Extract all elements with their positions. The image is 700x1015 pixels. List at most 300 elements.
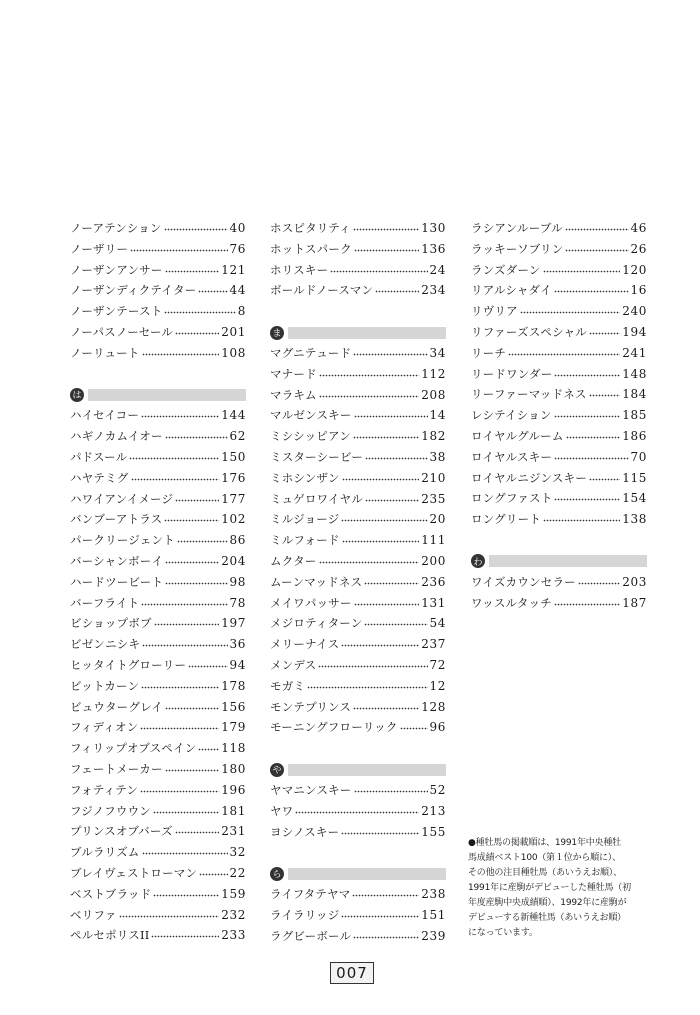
dot-leader — [330, 262, 427, 274]
entry-name: ハワイアンイメージ — [70, 491, 174, 506]
index-entry — [471, 324, 647, 345]
index-entry — [70, 241, 246, 262]
dot-leader — [319, 387, 420, 399]
dot-leader — [354, 241, 419, 253]
index-entry — [70, 803, 246, 824]
entry-name: ノーザンディクテイター — [70, 283, 197, 298]
entry-name: ライラリッジ — [270, 907, 340, 922]
entry-page-number: 204 — [221, 553, 246, 568]
entry-page-number: 208 — [421, 387, 446, 402]
entry-name: ホットスパーク — [270, 241, 352, 256]
entry-name: ヤマニンスキー — [270, 782, 352, 797]
entry-page-number: 46 — [630, 221, 647, 235]
entry-page-number: 76 — [229, 241, 246, 256]
index-entry — [70, 220, 246, 241]
entry-name: ヤワ — [270, 803, 294, 818]
entry-name: ロイヤルグルーム — [471, 428, 564, 443]
entry-name: ホリスキー — [270, 262, 329, 277]
dot-leader — [142, 636, 227, 648]
section-gap — [270, 844, 446, 863]
dot-leader — [177, 532, 228, 544]
entry-name: ノーパスノーセール — [70, 324, 174, 339]
section-bar — [288, 764, 446, 776]
section-bar — [288, 327, 446, 339]
index-entry — [471, 407, 647, 428]
dot-leader — [319, 366, 419, 378]
dot-leader — [354, 407, 428, 419]
index-entry — [70, 927, 246, 948]
entry-page-number: 213 — [421, 803, 446, 818]
entry-page-number: 186 — [622, 428, 647, 443]
entry-page-number: 112 — [421, 366, 446, 381]
section-gap — [270, 740, 446, 759]
entry-page-number: 201 — [221, 324, 246, 339]
entry-page-number: 22 — [229, 865, 246, 880]
entry-page-number: 128 — [421, 699, 446, 714]
entry-name: ノーザンアンサー — [70, 262, 163, 277]
index-entry — [270, 719, 446, 740]
entry-name: ミュゲロワイヤル — [270, 491, 363, 506]
dot-leader — [543, 262, 621, 274]
dot-leader — [508, 345, 620, 357]
entry-name: ロングリート — [471, 512, 541, 527]
index-entry — [70, 262, 246, 283]
index-entry — [70, 324, 246, 345]
entry-name: ハヤテミグ — [70, 470, 129, 485]
index-entry — [270, 262, 446, 283]
section-gap — [270, 303, 446, 322]
index-entry — [70, 532, 246, 553]
section-header — [270, 863, 446, 884]
entry-name: マナード — [270, 366, 317, 381]
dot-leader — [589, 470, 620, 482]
entry-page-number: 115 — [622, 470, 647, 485]
index-column-2 — [270, 220, 446, 949]
index-entry — [471, 595, 647, 616]
entry-page-number: 96 — [429, 720, 446, 735]
index-entry — [471, 511, 647, 532]
entry-name: パドスール — [70, 449, 128, 464]
index-entry — [70, 345, 246, 366]
dot-leader — [164, 511, 219, 523]
index-entry — [270, 241, 446, 262]
entry-page-number: 130 — [421, 221, 446, 235]
dot-leader — [130, 241, 227, 253]
entry-name: マラキム — [270, 387, 317, 402]
entry-page-number: 210 — [421, 470, 446, 485]
entry-page-number: 180 — [221, 761, 246, 776]
note-line: 1991年に産駒がデビューした種牡馬（初 — [468, 883, 631, 893]
entry-page-number: 38 — [429, 449, 446, 464]
entry-page-number: 185 — [622, 408, 647, 423]
entry-page-number: 239 — [421, 928, 446, 943]
entry-page-number: 44 — [229, 283, 246, 298]
index-entry — [471, 574, 647, 595]
entry-page-number: 187 — [622, 595, 647, 610]
entry-name: ムーンマッドネス — [270, 574, 363, 589]
entry-page-number: 72 — [429, 657, 446, 672]
entry-name: ビショップボブ — [70, 616, 152, 631]
entry-name: メイワパッサー — [270, 595, 352, 610]
index-entry — [70, 782, 246, 803]
dot-leader — [141, 407, 219, 419]
entry-name: ペルセポリスII — [70, 928, 150, 943]
entry-name: ビットカーン — [70, 678, 140, 693]
index-entry — [70, 907, 246, 928]
dot-leader — [565, 241, 628, 253]
index-entry — [270, 657, 446, 678]
dot-leader — [589, 386, 621, 398]
entry-page-number: 179 — [221, 720, 246, 735]
index-entry — [70, 407, 246, 428]
dot-leader — [589, 324, 620, 336]
dot-leader — [165, 428, 228, 440]
index-entry — [270, 615, 446, 636]
entry-page-number: 62 — [229, 429, 246, 444]
entry-page-number: 32 — [229, 845, 246, 860]
entry-name: ワッスルタッチ — [471, 595, 552, 610]
index-entry — [270, 803, 446, 824]
index-entry — [270, 387, 446, 408]
entry-page-number: 136 — [421, 241, 446, 256]
dot-leader — [364, 574, 419, 586]
entry-page-number: 232 — [221, 907, 246, 922]
dot-leader — [165, 574, 227, 586]
index-entry — [70, 657, 246, 678]
entry-page-number: 131 — [421, 595, 446, 610]
entry-name: ノーザリー — [70, 241, 129, 256]
section-bar — [88, 389, 246, 401]
dot-leader — [354, 595, 420, 607]
entry-name: バーシャンボーイ — [70, 553, 164, 568]
dot-leader — [151, 927, 219, 939]
entry-page-number: 20 — [429, 512, 446, 527]
entry-name: バーフライト — [70, 595, 140, 610]
dot-leader — [554, 595, 620, 607]
entry-name: メンデス — [270, 657, 317, 672]
index-entry — [270, 678, 446, 699]
entry-name: フェートメーカー — [70, 761, 163, 776]
entry-name: ミルフォード — [270, 533, 340, 548]
entry-page-number: 16 — [630, 283, 647, 298]
entry-name: レシテイション — [471, 408, 552, 423]
entry-name: マルゼンスキー — [270, 408, 352, 423]
entry-name: パークリージェント — [70, 533, 175, 548]
dot-leader — [175, 324, 219, 336]
dot-leader — [341, 907, 419, 919]
entry-name: モガミ — [270, 678, 306, 693]
dot-leader — [165, 553, 219, 565]
dot-leader — [307, 678, 427, 690]
index-entry — [270, 553, 446, 574]
dot-leader — [354, 782, 428, 794]
index-entry — [270, 928, 446, 949]
entry-page-number: 24 — [429, 262, 446, 277]
entry-page-number: 148 — [622, 366, 647, 381]
listing-order-note — [468, 836, 668, 941]
entry-page-number: 94 — [229, 657, 246, 672]
dot-leader — [198, 740, 219, 752]
entry-page-number: 40 — [229, 221, 246, 235]
index-entry — [270, 782, 446, 803]
entry-name: ミホシンザン — [270, 470, 340, 485]
entry-name: フィリップオブスペイン — [70, 741, 197, 756]
dot-leader — [165, 699, 219, 711]
dot-leader — [140, 782, 219, 794]
entry-name: ロイヤルスキー — [471, 449, 553, 464]
entry-name: バンブーアトラス — [70, 512, 163, 527]
dot-leader — [319, 553, 420, 565]
dot-leader — [554, 407, 621, 419]
index-entry — [471, 303, 647, 324]
entry-name: ハードツービート — [70, 574, 164, 589]
dot-leader — [353, 699, 419, 711]
note-line: その他の注目種牡馬（あいうえお順）、 — [468, 868, 622, 878]
entry-page-number: 52 — [429, 782, 446, 797]
index-entry — [70, 886, 246, 907]
entry-name: リファーズスペシャル — [471, 324, 587, 339]
dot-leader — [153, 886, 219, 898]
dot-leader — [565, 220, 629, 232]
entry-name: リードワンダー — [471, 366, 553, 381]
index-entry — [270, 886, 446, 907]
dot-leader — [554, 282, 629, 294]
entry-name: ビゼンニシキ — [70, 637, 141, 652]
section-letter-badge: ら — [270, 867, 284, 881]
index-entry — [270, 532, 446, 553]
dot-leader — [318, 657, 427, 669]
entry-page-number: 111 — [421, 533, 446, 548]
dot-leader — [365, 449, 428, 461]
entry-page-number: 235 — [421, 491, 446, 506]
index-entry — [70, 865, 246, 886]
index-entry — [471, 490, 647, 511]
entry-name: ノーリュート — [70, 345, 140, 360]
dot-leader — [142, 844, 228, 856]
entry-page-number: 234 — [421, 283, 446, 298]
index-entry — [270, 366, 446, 387]
dot-leader — [153, 803, 219, 815]
index-entry — [270, 824, 446, 845]
section-gap — [471, 532, 647, 551]
entry-page-number: 237 — [421, 637, 446, 652]
entry-page-number: 194 — [622, 324, 647, 339]
section-header — [270, 322, 446, 343]
index-entry — [70, 553, 246, 574]
entry-name: ブルラリズム — [70, 845, 140, 860]
section-letter-badge: わ — [471, 554, 485, 568]
entry-page-number: 155 — [421, 824, 446, 839]
entry-name: ラッキーソブリン — [471, 241, 564, 256]
dot-leader — [543, 511, 620, 523]
dot-leader — [140, 719, 219, 731]
index-entry — [270, 449, 446, 470]
dot-leader — [165, 262, 220, 274]
entry-page-number: 138 — [622, 512, 647, 527]
entry-name: ビュウターグレイ — [70, 699, 163, 714]
entry-page-number: 70 — [630, 449, 647, 464]
entry-page-number: 118 — [221, 741, 246, 756]
entry-page-number: 177 — [221, 491, 246, 506]
dot-leader — [353, 220, 420, 232]
dot-leader — [554, 449, 628, 461]
section-header — [70, 385, 246, 406]
entry-name: メリーナイス — [270, 637, 340, 652]
entry-page-number: 182 — [421, 429, 446, 444]
entry-name: リーチ — [471, 345, 507, 360]
entry-page-number: 86 — [229, 533, 246, 548]
dot-leader — [365, 491, 419, 503]
index-entry — [70, 699, 246, 720]
entry-name: ミシシッピアン — [270, 429, 351, 444]
index-column-3 — [471, 220, 647, 615]
index-entry — [70, 595, 246, 616]
index-entry — [70, 282, 246, 303]
index-entry — [70, 511, 246, 532]
dot-leader — [198, 282, 227, 294]
entry-page-number: 54 — [429, 616, 446, 631]
note-line: 年度産駒中央成績順）、1992年に産駒が — [468, 898, 627, 908]
entry-page-number: 151 — [421, 907, 446, 922]
dot-leader — [199, 865, 227, 877]
index-entry — [270, 428, 446, 449]
entry-name: ミルジョージ — [270, 512, 340, 527]
entry-page-number: 203 — [622, 574, 647, 589]
entry-name: ノーザンテースト — [70, 304, 163, 319]
entry-name: フィディオン — [70, 720, 139, 735]
dot-leader — [341, 636, 419, 648]
index-entry — [70, 470, 246, 491]
entry-page-number: 240 — [622, 304, 647, 319]
dot-leader — [520, 303, 620, 315]
entry-page-number: 98 — [229, 574, 246, 589]
index-entry — [70, 574, 246, 595]
entry-name: ベストブラッド — [70, 886, 152, 901]
index-entry — [70, 615, 246, 636]
entry-name: ロイヤルニジンスキー — [471, 470, 587, 485]
entry-name: ホスピタリティ — [270, 221, 351, 235]
index-entry — [471, 470, 647, 491]
entry-name: ラシアンルーブル — [471, 221, 563, 235]
dot-leader — [188, 657, 227, 669]
entry-name: ミスターシービー — [270, 449, 363, 464]
dot-leader — [341, 511, 427, 523]
entry-page-number: 14 — [429, 408, 446, 423]
entry-name: ライフタテヤマ — [270, 887, 351, 902]
entry-page-number: 121 — [221, 262, 246, 277]
dot-leader — [154, 615, 220, 627]
entry-name: ヨシノスキー — [270, 824, 340, 839]
index-entry — [471, 282, 647, 303]
entry-page-number: 181 — [221, 803, 246, 818]
index-entry — [471, 449, 647, 470]
entry-page-number: 184 — [622, 387, 647, 402]
entry-page-number: 238 — [421, 887, 446, 902]
entry-name: リアルシャダイ — [471, 283, 552, 298]
section-letter-badge: や — [270, 763, 284, 777]
index-entry — [270, 491, 446, 512]
section-header — [270, 759, 446, 780]
entry-name: ランズダーン — [471, 262, 541, 277]
dot-leader — [131, 470, 220, 482]
index-entry — [270, 699, 446, 720]
entry-name: ムクター — [270, 553, 317, 568]
entry-page-number: 78 — [229, 595, 246, 610]
entry-name: リーファーマッドネス — [471, 387, 587, 402]
index-entry — [70, 844, 246, 865]
entry-page-number: 231 — [221, 824, 246, 839]
entry-page-number: 156 — [221, 699, 246, 714]
entry-name: フジノフウウン — [70, 803, 151, 818]
entry-page-number: 178 — [221, 678, 246, 693]
entry-page-number: 34 — [429, 345, 446, 360]
dot-leader — [566, 428, 621, 440]
entry-name: メジロティターン — [270, 616, 363, 631]
entry-page-number: 176 — [221, 470, 246, 485]
dot-leader — [578, 574, 620, 586]
entry-name: ハイセイコー — [70, 408, 140, 423]
entry-name: モンテプリンス — [270, 699, 352, 714]
dot-leader — [400, 719, 428, 731]
entry-page-number: 236 — [421, 574, 446, 589]
note-line: デビューする新種牡馬（あいうえお順） — [468, 913, 626, 923]
index-entry — [471, 241, 647, 262]
entry-page-number: 144 — [221, 408, 246, 423]
entry-name: リヴリア — [471, 304, 518, 319]
section-header — [471, 551, 647, 572]
dot-leader — [141, 595, 227, 607]
note-line: になっています。 — [468, 928, 538, 938]
index-entry — [471, 366, 647, 387]
dot-leader — [342, 470, 420, 482]
index-entry — [70, 449, 246, 470]
entry-page-number: 197 — [221, 616, 246, 631]
section-letter-badge: ま — [270, 326, 284, 340]
dot-leader — [554, 490, 620, 502]
dot-leader — [353, 428, 419, 440]
entry-page-number: 196 — [221, 782, 246, 797]
index-entry — [471, 262, 647, 283]
index-entry — [270, 511, 446, 532]
index-entry — [270, 470, 446, 491]
section-bar — [489, 555, 647, 567]
index-entry — [70, 761, 246, 782]
dot-leader — [295, 803, 419, 815]
index-entry — [270, 636, 446, 657]
entry-name: プリンスオブバーズ — [70, 824, 173, 839]
index-entry — [270, 595, 446, 616]
index-entry — [70, 491, 246, 512]
index-entry — [270, 282, 446, 303]
entry-page-number: 36 — [229, 637, 246, 652]
section-letter-badge: は — [70, 388, 84, 402]
index-entry — [270, 574, 446, 595]
dot-leader — [342, 532, 420, 544]
entry-page-number: 12 — [429, 678, 446, 693]
page-number: 007 — [330, 962, 374, 984]
index-entry — [471, 386, 647, 407]
entry-name: フォティテン — [70, 782, 139, 797]
entry-name: モーニングフローリック — [270, 720, 398, 735]
index-entry — [70, 636, 246, 657]
index-entry — [70, 678, 246, 699]
entry-name: ワイズカウンセラー — [471, 574, 576, 589]
dot-leader — [375, 282, 419, 294]
index-entry — [270, 407, 446, 428]
entry-page-number: 200 — [421, 553, 446, 568]
entry-name: ベリファ — [70, 907, 117, 922]
entry-name: ロングファスト — [471, 491, 553, 506]
